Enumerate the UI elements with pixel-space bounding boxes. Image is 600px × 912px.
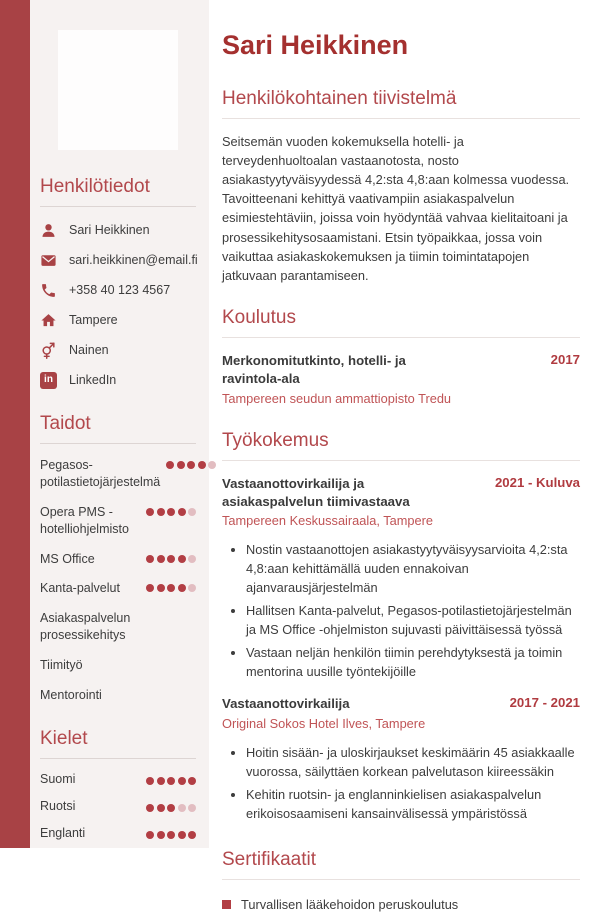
languages-list (40, 772, 196, 840)
language-label: Suomi (40, 771, 76, 786)
experience-bullet: • Hoitin sisään- ja uloskirjaukset keskimäärin 45 asiakkaalle vuorossa, säilyttäen korkean palvelutason kiireessäkin (246, 744, 580, 781)
linkedin-icon: in (40, 372, 57, 389)
sidebar (30, 0, 209, 848)
skill-label: Kanta-palvelut (40, 581, 120, 596)
contact-city-label: Tampere (69, 313, 118, 327)
experience-bullet: • Nostin vastaanottojen asiakastyytyväisyysarvioita 4,2:sta 4,8:aan kehittämällä uuden ennakoivan ajanvarausjärjestelmän (246, 541, 580, 597)
profile-photo-placeholder (58, 30, 178, 150)
left-accent-stripe (0, 0, 30, 848)
contact-section-heading: Henkilötiedot (40, 176, 196, 207)
experience-bullet: • Vastaan neljän henkilön tiimin perehdytyksestä ja toimin mentorina uusille työntekijöille (246, 644, 580, 681)
contact-linkedin-label: LinkedIn (69, 373, 117, 387)
language-label: Ruotsi (40, 798, 76, 813)
experience-bullet: • Hallitsen Kanta-palvelut, Pegasos-potilastietojärjestelmän ja MS Office -ohjelmiston sujuvasti päivittäisessä työssä (246, 602, 580, 639)
skills-list (40, 457, 196, 704)
certificate-label: Turvallisen lääkehoidon peruskoulutus (241, 897, 459, 912)
contact-email-label: sari.heikkinen@email.fi (69, 253, 198, 267)
language-level-dots (146, 773, 196, 785)
skills-section-heading: Taidot (40, 413, 196, 444)
experience-entry-head (222, 695, 580, 713)
home-icon (40, 312, 57, 329)
experience-bullet-list (222, 541, 580, 681)
skill-row (40, 610, 196, 644)
main-column (222, 0, 580, 912)
languages-section-heading: Kielet (40, 728, 196, 759)
language-label: Englanti (40, 825, 86, 840)
phone-icon (40, 282, 57, 299)
contact-name-label: Sari Heikkinen (69, 223, 150, 237)
experience-entry-head (222, 475, 580, 511)
skill-row (40, 687, 196, 704)
contact-item-linkedin[interactable] (40, 371, 196, 389)
skill-level-dots (166, 457, 216, 469)
education-entry-head (222, 352, 580, 388)
skill-row (40, 504, 196, 538)
education-date: 2017 (550, 352, 580, 368)
language-row (40, 772, 196, 786)
skill-label: Pegasos-potilastietojärjestelmä (40, 458, 161, 489)
experience-bullet: • Kehitin ruotsin- ja englanninkielisen asiakaspalvelun erikoisosaamiseni kansainvälisessä ympäristössä (246, 786, 580, 823)
skill-label: Tiimityö (40, 658, 83, 672)
language-level-dots (146, 800, 196, 812)
experience-title: Vastaanottovirkailija (222, 696, 350, 712)
skill-row (40, 551, 196, 568)
skill-label: MS Office (40, 551, 95, 566)
contact-list (40, 221, 196, 389)
skill-level-dots (146, 551, 196, 563)
contact-item-city (40, 311, 196, 329)
language-level-dots (146, 827, 196, 839)
envelope-icon (40, 252, 57, 269)
skill-level-dots (146, 580, 196, 592)
summary-section-heading: Henkilökohtainen tiivistelmä (222, 88, 580, 119)
skill-label: Opera PMS - hotelliohjelmisto (40, 504, 129, 536)
education-entry (222, 352, 580, 406)
page-title: Sari Heikkinen (222, 30, 409, 60)
skill-row (40, 457, 196, 491)
skill-row (40, 580, 196, 597)
experience-entry (222, 695, 580, 823)
skill-row (40, 657, 196, 674)
person-icon (40, 222, 57, 239)
experience-company: Original Sokos Hotel Ilves, Tampere (222, 716, 426, 732)
contact-gender-label: Nainen (69, 343, 109, 357)
education-title: Merkonomitutkinto, hotelli- ja ravintola-ala (222, 353, 406, 386)
summary-text: Seitsemän vuoden kokemuksella hotelli- ja terveydenhuoltoalan vastaanotosta, nosto asiakastyytyväisyydessä 4,2:sta 4,8:aan kolmessa vuodessa. Tavoitteenani kehittyä vaativampiin asiakaspalvelun esimiestehtäviin, joissa voin hyödyntää vahvaa kielitaitoani ja prosessikehitysosaamistani. Etsin työpaikkaa, jossa voin vaikuttaa asiakaskokemuksen ja tiimin toimintatapojen jatkuvaan parantamiseen. (222, 133, 570, 283)
skill-level-dots (146, 504, 196, 516)
experience-date: 2017 - 2021 (509, 695, 580, 711)
education-section-heading: Koulutus (222, 307, 580, 338)
skill-label: Asiakaspalvelun prosessikehitys (40, 611, 131, 643)
experience-entry (222, 475, 580, 681)
language-row (40, 799, 196, 813)
contact-item-phone (40, 281, 196, 299)
contact-item-name (40, 221, 196, 239)
contact-item-gender (40, 341, 196, 359)
gender-icon (40, 342, 57, 359)
certificates-section-heading: Sertifikaatit (222, 849, 580, 880)
experience-company: Tampereen Keskussairaala, Tampere (222, 513, 434, 529)
contact-item-email[interactable] (40, 251, 196, 269)
experience-title: Vastaanottovirkailija ja asiakaspalvelun tiimivastaava (222, 475, 410, 509)
contact-phone-label: +358 40 123 4567 (69, 283, 171, 297)
square-bullet-icon (222, 900, 231, 909)
education-institution: Tampereen seudun ammattiopisto Tredu (222, 390, 452, 406)
experience-date: 2021 - Kuluva (494, 474, 580, 490)
experience-section-heading: Työkokemus (222, 430, 580, 461)
skill-label: Mentorointi (40, 687, 102, 702)
experience-bullet-list (222, 744, 580, 823)
certificate-item (222, 897, 580, 912)
language-row (40, 826, 196, 840)
